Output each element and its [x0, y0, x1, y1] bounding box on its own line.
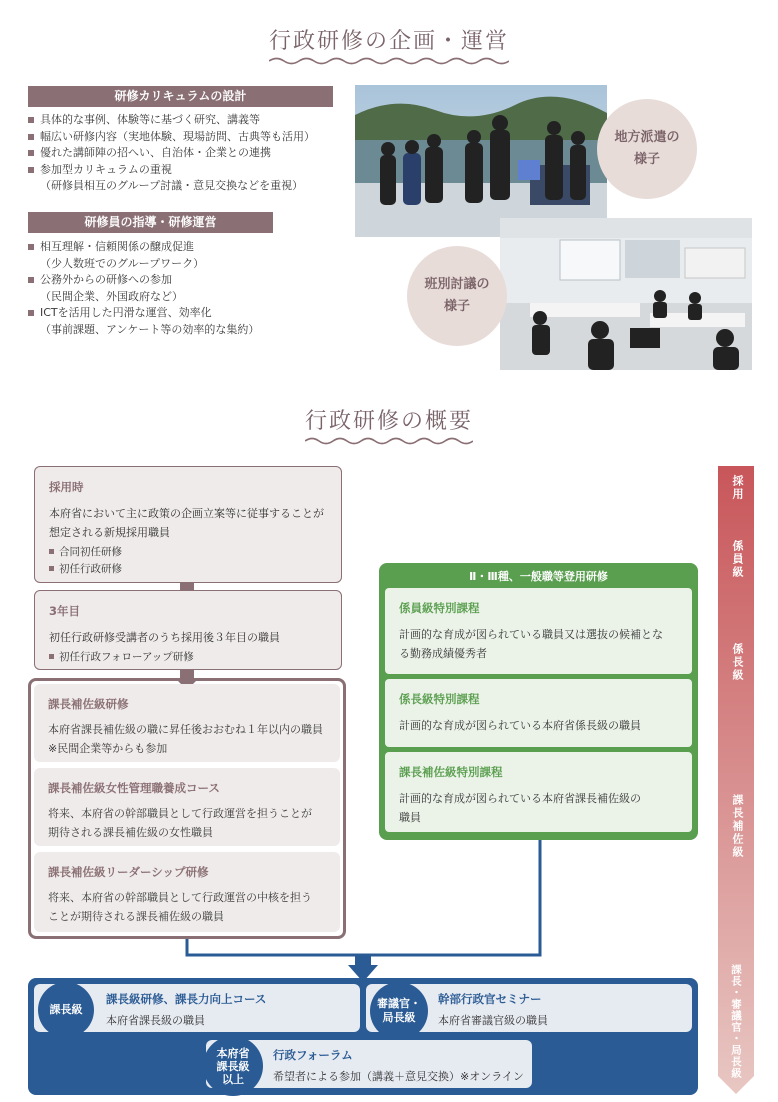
badge-line: 本府省: [216, 1046, 250, 1060]
card-desc: 本府省審議官級の職員: [438, 1014, 548, 1027]
box-desc: 初任行政研修受講者のうち採用後３年目の職員: [49, 631, 280, 644]
arrow-label: 課長・審議官・局長級: [730, 964, 742, 1079]
list-item: 参加型カリキュラムの重視: [28, 162, 348, 179]
card-title: 課長補佐級リーダーシップ研修: [48, 865, 209, 879]
card-title: 幹部行政官セミナー: [438, 992, 542, 1006]
badge-line: 課長級: [49, 1003, 83, 1016]
arrow-label: 係長級: [731, 643, 744, 682]
box-item: 合同初任研修: [49, 544, 327, 561]
card-desc: 計画的な育成が図られている本府省課長補佐級の: [399, 792, 641, 805]
badge-forum: [203, 1036, 263, 1096]
list-item: 公務外からの研修への参加: [28, 272, 348, 289]
kachou-hosa-card: [34, 852, 340, 932]
card-desc: ことが期待される課長補佐級の職員: [48, 910, 224, 923]
box-item: 初任行政研修: [49, 561, 327, 578]
list-item: 相互理解・信頼関係の醸成促進: [28, 239, 348, 256]
card-desc: 本府省課長級の職員: [106, 1014, 205, 1027]
box-3nen: [34, 590, 342, 670]
curriculum-heading: 研修カリキュラムの設計: [28, 86, 333, 107]
bubble-line: 班別討議の: [424, 277, 490, 292]
list-item-sub: （研修員相互のグループ討議・意見交換などを重視）: [40, 179, 304, 192]
section1-title: 行政研修の企画・運営: [268, 29, 509, 54]
bubble-line: 様子: [633, 152, 660, 167]
list-item: 優れた講師陣の招へい、自治体・企業との連携: [28, 145, 348, 162]
list-item-sub: （民間企業、外国政府など）: [40, 289, 183, 303]
card-desc: ※民間企業等からも参加: [48, 742, 168, 755]
box-item: 初任行政フォローアップ研修: [49, 649, 327, 666]
bubble-line: 地方派遣の: [614, 130, 680, 145]
box-desc: 本府省において主に政策の企画立案等に従事することが想定される新規採用職員: [49, 507, 324, 539]
card-desc: 職員: [399, 811, 421, 824]
badge-kachou: [38, 982, 94, 1038]
card-desc: 計画的な育成が図られている職員又は選抜の候補とな: [399, 628, 663, 641]
card-title: 課長補佐級特別課程: [399, 765, 503, 779]
card-desc: 本府省課長補佐級の職に昇任後おおむね１年以内の職員: [48, 723, 323, 736]
kachou-hosa-card: [34, 684, 340, 762]
card-title: 課長補佐級女性管理職養成コース: [48, 781, 220, 795]
card-desc: る勤務成績優秀者: [399, 647, 487, 660]
badge-line: 審議官・: [377, 997, 421, 1010]
list-item: ICTを活用した円滑な運営、効率化: [28, 305, 348, 322]
card-title: 課長級研修、課長力向上コース: [106, 992, 267, 1006]
list-item: 幅広い研修内容（実地体験、現場訪問、古典等も活用）: [28, 129, 348, 146]
green-card: [385, 679, 692, 747]
bubble-line: 様子: [443, 299, 470, 314]
box-saiyou: [34, 466, 342, 583]
badge-line: 以上: [222, 1072, 244, 1086]
green-card: [385, 752, 692, 832]
list-item: 具体的な事例、体験等に基づく研究、講義等: [28, 112, 348, 129]
kachou-hosa-card: [34, 768, 340, 846]
card-title: 課長補佐級研修: [48, 697, 129, 711]
arrow-label: 採用: [731, 475, 744, 501]
card-title: 係長級特別課程: [399, 692, 480, 706]
box-title: 採用時: [49, 480, 84, 494]
card-title: 係員級特別課程: [399, 601, 480, 615]
card-title: 行政フォーラム: [273, 1048, 353, 1062]
box-title: 3年目: [49, 604, 81, 618]
card-desc: 将来、本府省の幹部職員として行政運営を担うことが: [48, 807, 312, 820]
badge-line: 局長級: [382, 1011, 416, 1024]
card-desc: 将来、本府省の幹部職員として行政運営の中核を担う: [48, 891, 312, 904]
guidance-heading: 研修員の指導・研修運営: [28, 212, 273, 233]
green-header: Ⅱ・Ⅲ種、一般職等登用研修: [469, 570, 608, 583]
list-item-sub: （事前課題、アンケート等の効率的な集約）: [40, 322, 260, 336]
list-item-sub: （少人数班でのグループワーク）: [40, 256, 205, 270]
green-card: [385, 588, 692, 674]
badge-line: 課長級: [216, 1059, 250, 1073]
card-desc: 希望者による参加（講義＋意見交換）※オンライン: [273, 1070, 524, 1083]
arrow-label: 係員級: [731, 540, 744, 579]
section2-title: 行政研修の概要: [304, 409, 473, 434]
badge-shingikan: [370, 982, 428, 1040]
card-desc: 計画的な育成が図られている本府省係長級の職員: [399, 719, 641, 732]
card-desc: 期待される課長補佐級の女性職員: [48, 826, 213, 839]
arrow-label: 課長補佐級: [731, 794, 744, 859]
